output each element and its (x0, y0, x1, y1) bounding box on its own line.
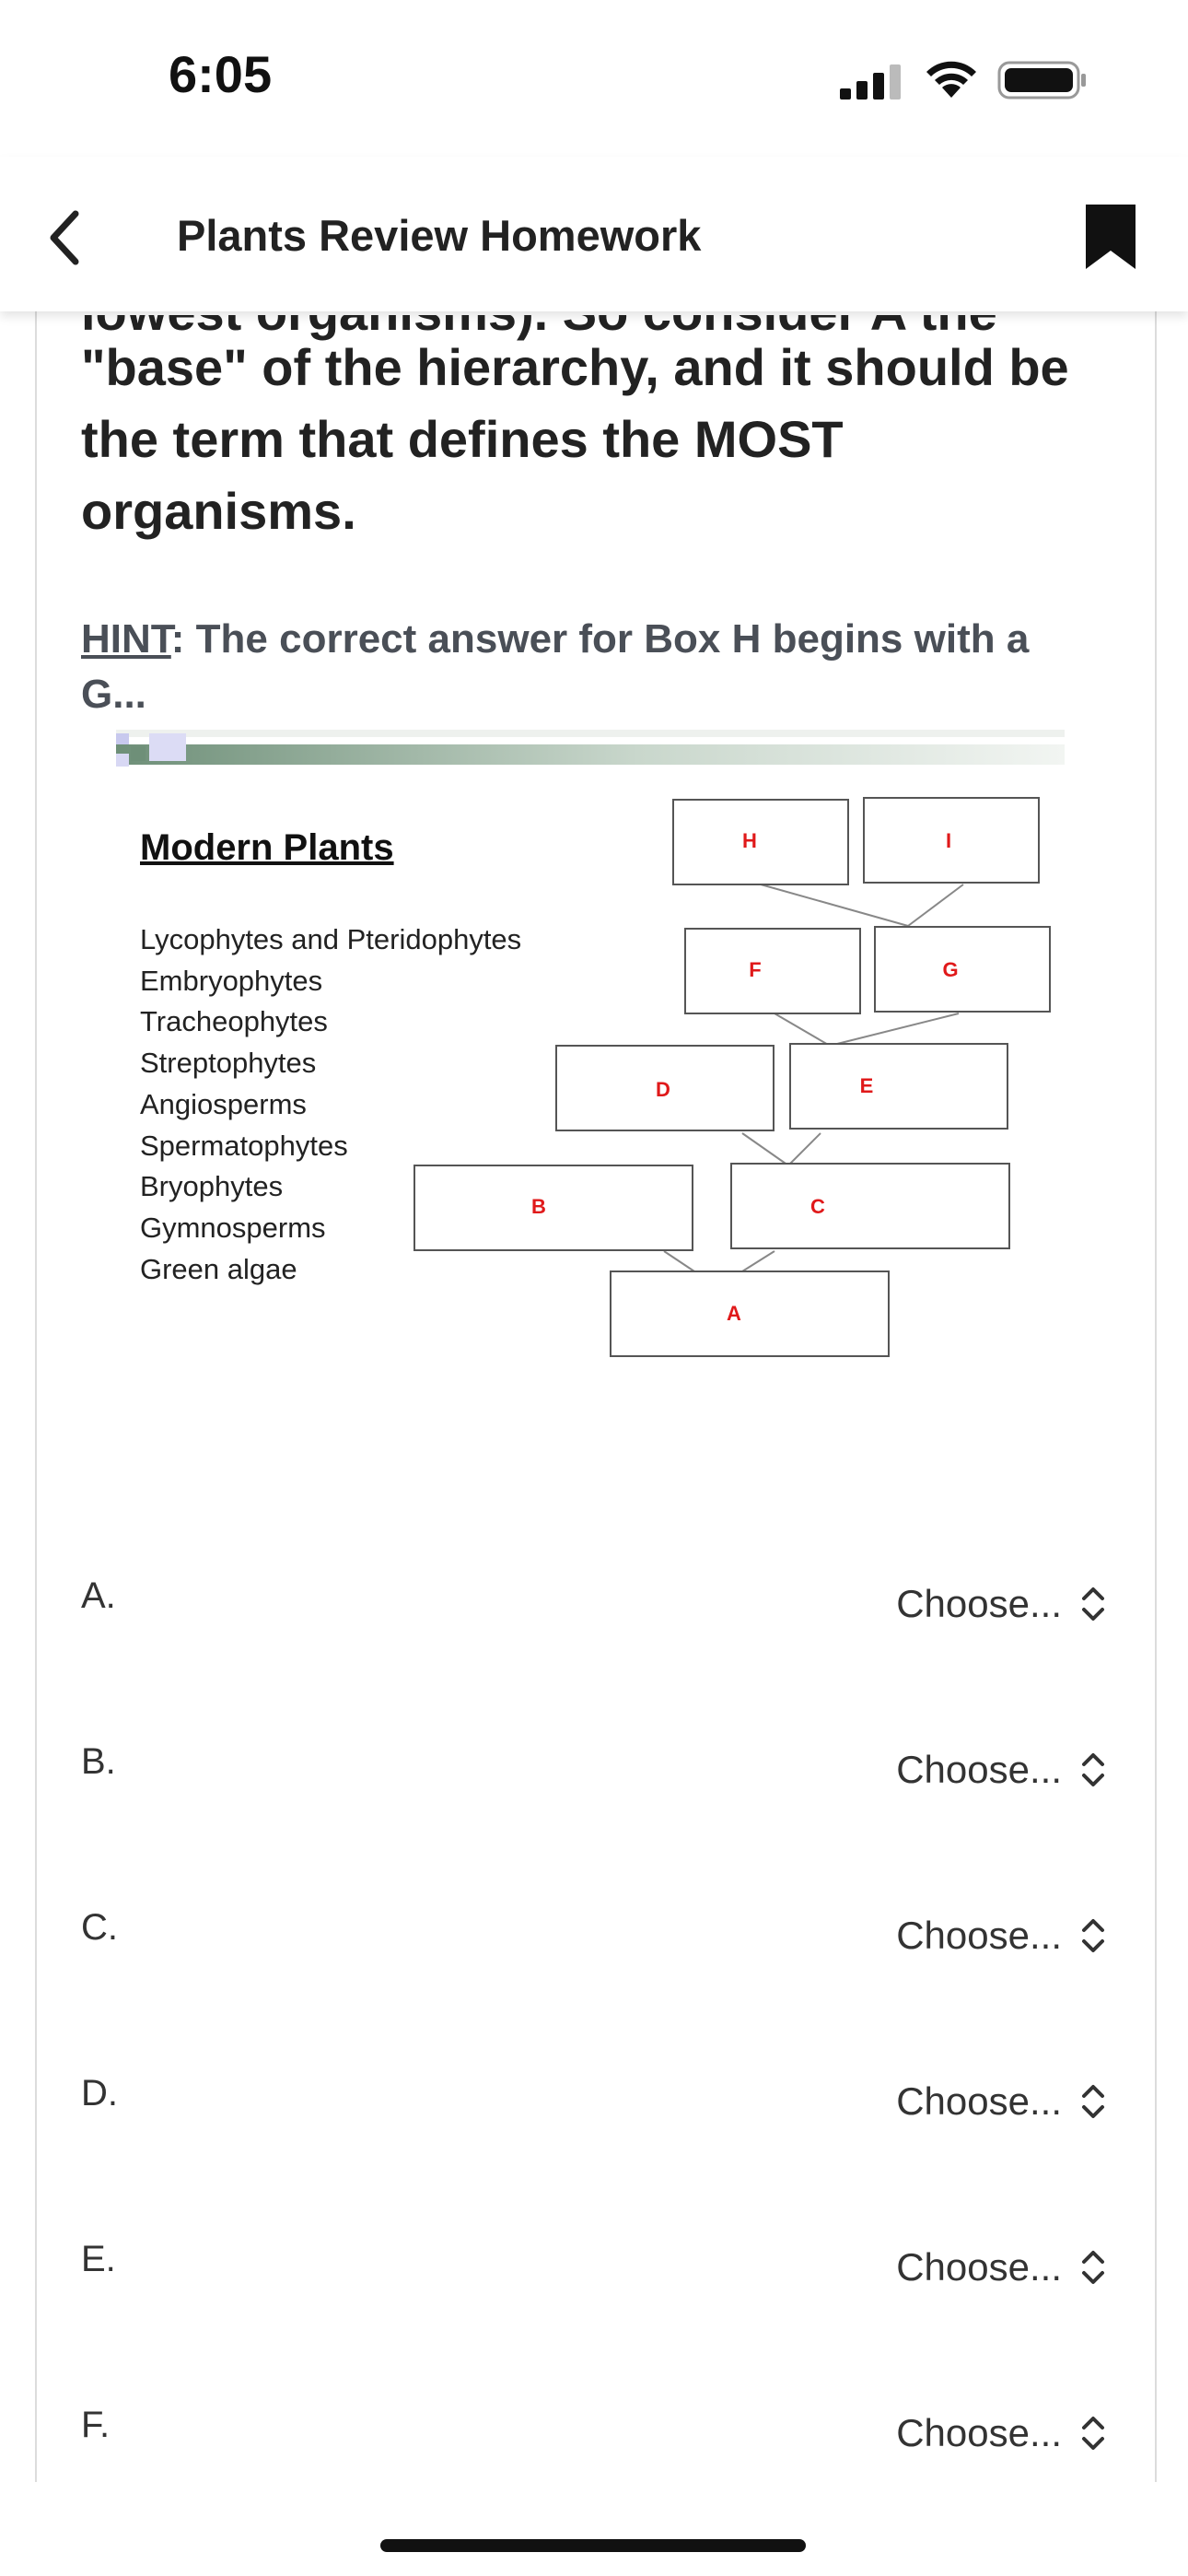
box-label-a: A (727, 1302, 741, 1325)
term-item: Streptophytes (140, 1047, 317, 1079)
decor-square (131, 746, 146, 761)
chevron-updown-icon (1078, 1748, 1108, 1792)
answer-label: F. (81, 2405, 111, 2445)
select-value: Choose... (896, 2245, 1062, 2289)
question-text: "base" of the hierarchy, and it should be the term that defines the MOST organisms. (81, 338, 1069, 540)
answer-select-f[interactable] (896, 2392, 1108, 2475)
page-title: Plants Review Homework (177, 211, 702, 260)
answer-row-a (81, 1563, 1108, 1645)
answer-label: A. (81, 1575, 116, 1616)
diagram-box-b (414, 1165, 693, 1250)
answer-select-d[interactable] (896, 2060, 1108, 2143)
decor-square (116, 733, 129, 744)
diagram-box-a (611, 1271, 889, 1356)
hint-body: : The correct answer for Box H begins with a G... (81, 616, 1030, 717)
box-label-g: G (942, 958, 959, 981)
back-chevron-icon[interactable] (39, 203, 94, 273)
chevron-updown-icon (1078, 2411, 1108, 2455)
bookmark-icon[interactable] (1082, 201, 1139, 273)
box-label-i: I (945, 829, 952, 852)
answer-row-c (81, 1894, 1108, 1977)
term-item: Tracheophytes (140, 1005, 328, 1037)
chevron-updown-icon (1078, 2079, 1108, 2124)
answer-row-d (81, 2060, 1108, 2143)
diagram-title: Modern Plants (140, 827, 394, 868)
box-label-e: E (859, 1074, 874, 1097)
term-item: Spermatophytes (140, 1130, 348, 1162)
answer-select-b[interactable] (896, 1728, 1108, 1811)
box-label-d: D (656, 1078, 670, 1101)
answer-row-b (81, 1728, 1108, 1811)
select-value: Choose... (896, 1748, 1062, 1791)
term-item: Green algae (140, 1253, 297, 1285)
term-item: Gymnosperms (140, 1212, 326, 1244)
chevron-updown-icon (1078, 1582, 1108, 1626)
home-indicator[interactable] (380, 2539, 806, 2552)
decor-square (149, 733, 186, 761)
box-label-c: C (810, 1195, 825, 1218)
diagram-box-h (673, 800, 848, 884)
decor-band (116, 744, 1065, 765)
answer-label: D. (81, 2073, 118, 2113)
select-value: Choose... (896, 2411, 1062, 2454)
answer-select-e[interactable] (896, 2226, 1108, 2309)
chevron-updown-icon (1078, 2245, 1108, 2289)
status-time: 6:05 (169, 45, 273, 103)
answer-row-e (81, 2226, 1108, 2309)
status-bar (0, 0, 1188, 157)
term-item: Embryophytes (140, 965, 323, 997)
answer-select-c[interactable] (896, 1894, 1108, 1977)
wifi-icon (924, 57, 979, 100)
term-item: Lycophytes and Pteridophytes (140, 923, 522, 955)
diagram-box-c (731, 1164, 1009, 1248)
decor-square (116, 754, 129, 767)
term-item: Bryophytes (140, 1170, 284, 1202)
select-value: Choose... (896, 2079, 1062, 2123)
diagram-box-f (685, 929, 860, 1013)
answer-label: E. (81, 2239, 116, 2279)
select-value: Choose... (896, 1914, 1062, 1957)
decor-band-top (116, 730, 1065, 737)
box-label-h: H (742, 829, 757, 852)
plant-hierarchy-diagram (116, 728, 1065, 1391)
box-label-f: F (749, 958, 762, 981)
battery-icon (997, 61, 1088, 100)
hint-text (81, 612, 1103, 722)
answer-select-a[interactable] (896, 1563, 1108, 1645)
term-item: Angiosperms (140, 1088, 307, 1120)
chevron-updown-icon (1078, 1914, 1108, 1958)
select-value: Choose... (896, 1582, 1062, 1625)
answer-row-f (81, 2392, 1108, 2475)
hint-key: HINT (81, 616, 171, 662)
diagram-box-e (790, 1044, 1007, 1129)
diagram-box-g (875, 927, 1050, 1012)
answer-label: B. (81, 1741, 116, 1782)
answer-label: C. (81, 1907, 118, 1948)
box-label-b: B (531, 1195, 546, 1218)
cellular-signal-icon (840, 64, 901, 100)
